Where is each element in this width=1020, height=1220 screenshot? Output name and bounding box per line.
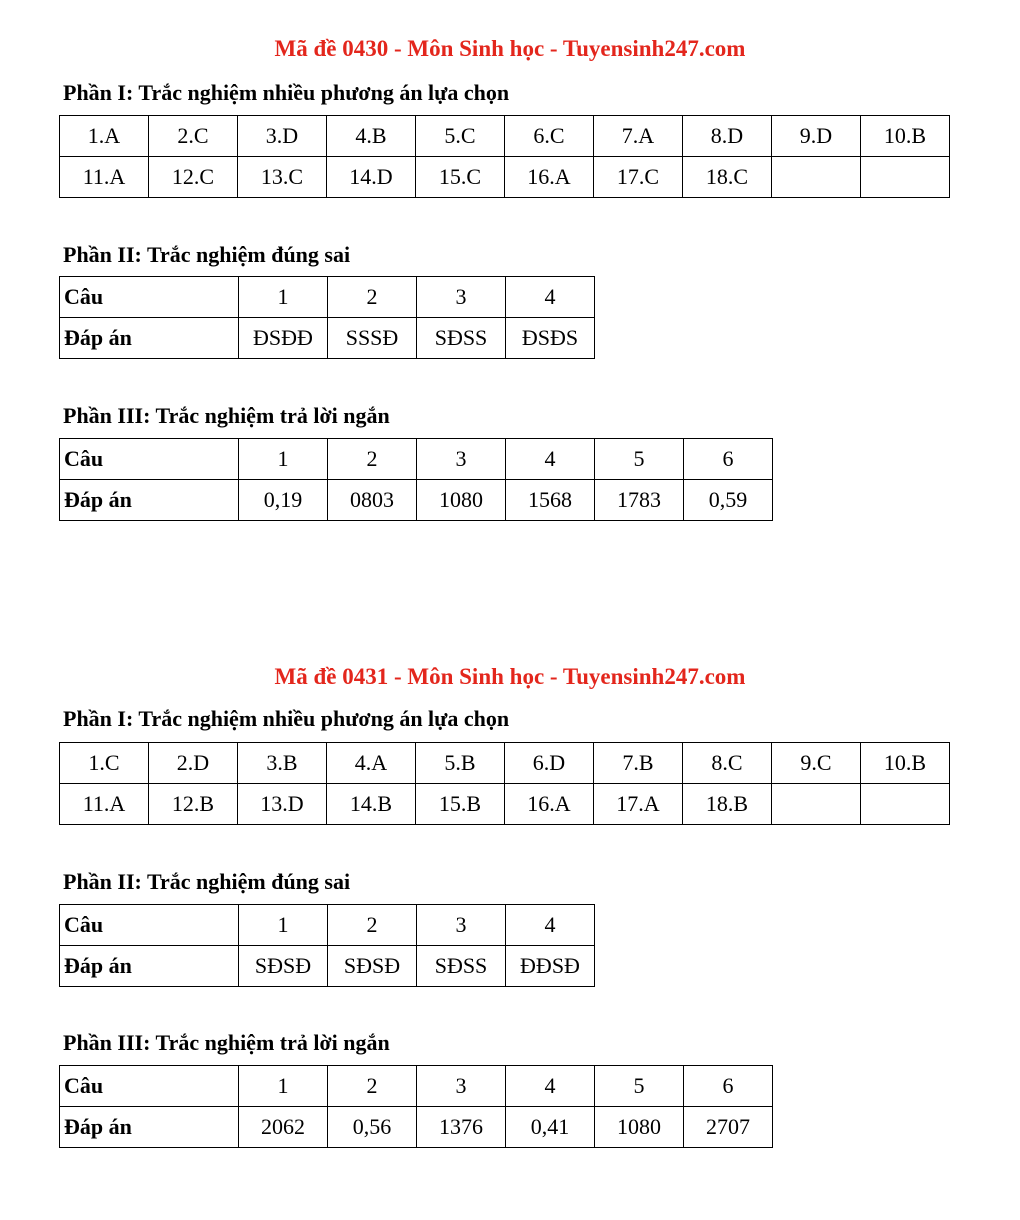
table-row [60, 318, 595, 359]
part3-answer-table [59, 438, 773, 521]
table-row [60, 116, 950, 157]
answer-cell: ĐSĐS [506, 318, 595, 359]
answer-cell: 17.C [594, 157, 683, 198]
question-number: 4 [506, 1066, 595, 1107]
answer-cell: 7.B [594, 743, 683, 784]
answer-cell: 15.B [416, 784, 505, 825]
answer-cell: SĐSĐ [239, 946, 328, 987]
part1-heading: Phần I: Trắc nghiệm nhiều phương án lựa chọn [63, 80, 510, 105]
answer-cell: SSSĐ [328, 318, 417, 359]
part1-heading: Phần I: Trắc nghiệm nhiều phương án lựa chọn [63, 706, 510, 731]
answer-cell: 1376 [417, 1107, 506, 1148]
answer-cell: 11.A [60, 157, 149, 198]
answer-cell: 12.B [149, 784, 238, 825]
question-number: 3 [417, 277, 506, 318]
answer-cell: 8.D [683, 116, 772, 157]
question-number: 3 [417, 1066, 506, 1107]
question-label: Câu [60, 277, 239, 318]
question-number: 6 [684, 1066, 773, 1107]
answer-cell [861, 157, 950, 198]
answer-cell: SĐSĐ [328, 946, 417, 987]
table-row [60, 946, 595, 987]
part2-answer-table [59, 276, 595, 359]
part3-heading: Phần III: Trắc nghiệm trả lời ngắn [63, 403, 390, 428]
answer-cell: 12.C [149, 157, 238, 198]
question-label: Câu [60, 439, 239, 480]
answer-cell: 9.C [772, 743, 861, 784]
answer-cell: 2707 [684, 1107, 773, 1148]
question-number: 1 [239, 277, 328, 318]
answer-cell: 10.B [861, 743, 950, 784]
answer-cell: 16.A [505, 157, 594, 198]
part3-answer-table [59, 1065, 773, 1148]
answer-cell: 1783 [595, 480, 684, 521]
answer-cell: 17.A [594, 784, 683, 825]
exam-title: Mã đề 0431 - Môn Sinh học - Tuyensinh247.com [274, 664, 746, 689]
answer-cell: 3.B [238, 743, 327, 784]
answer-cell: 13.C [238, 157, 327, 198]
answer-cell: 18.C [683, 157, 772, 198]
question-number: 6 [684, 439, 773, 480]
answer-cell: SĐSS [417, 318, 506, 359]
answer-cell: 8.C [683, 743, 772, 784]
part2-heading: Phần II: Trắc nghiệm đúng sai [63, 242, 351, 267]
part2-heading: Phần II: Trắc nghiệm đúng sai [63, 869, 351, 894]
part1-answer-table [59, 742, 950, 825]
answer-cell: 0,56 [328, 1107, 417, 1148]
table-row [60, 277, 595, 318]
question-number: 5 [595, 1066, 684, 1107]
answer-cell: 11.A [60, 784, 149, 825]
exam-0430 [0, 0, 1020, 560]
answer-label: Đáp án [60, 1107, 239, 1148]
answer-cell: 13.D [238, 784, 327, 825]
answer-cell: 15.C [416, 157, 505, 198]
answer-cell: 2.C [149, 116, 238, 157]
question-number: 3 [417, 439, 506, 480]
answer-cell: 0803 [328, 480, 417, 521]
answer-label: Đáp án [60, 946, 239, 987]
part1-answer-table [59, 115, 950, 198]
table-row [60, 784, 950, 825]
question-number: 1 [239, 905, 328, 946]
question-number: 3 [417, 905, 506, 946]
answer-cell: 10.B [861, 116, 950, 157]
exam-0431 [0, 627, 1020, 1187]
question-number: 4 [506, 905, 595, 946]
answer-cell: 0,41 [506, 1107, 595, 1148]
part3-heading: Phần III: Trắc nghiệm trả lời ngắn [63, 1030, 390, 1055]
answer-cell: 14.D [327, 157, 416, 198]
question-number: 2 [328, 1066, 417, 1107]
answer-cell: 3.D [238, 116, 327, 157]
answer-cell: 2062 [239, 1107, 328, 1148]
question-number: 5 [595, 439, 684, 480]
answer-cell: 9.D [772, 116, 861, 157]
answer-cell: SĐSS [417, 946, 506, 987]
table-row [60, 439, 773, 480]
answer-cell: 1.C [60, 743, 149, 784]
answer-cell: 7.A [594, 116, 683, 157]
answer-cell: 4.A [327, 743, 416, 784]
answer-cell: 4.B [327, 116, 416, 157]
question-number: 4 [506, 439, 595, 480]
answer-label: Đáp án [60, 318, 239, 359]
answer-cell: 1080 [595, 1107, 684, 1148]
answer-cell: 5.B [416, 743, 505, 784]
question-label: Câu [60, 905, 239, 946]
question-number: 2 [328, 439, 417, 480]
answer-cell: 6.C [505, 116, 594, 157]
answer-cell [861, 784, 950, 825]
question-number: 2 [328, 277, 417, 318]
table-row [60, 480, 773, 521]
answer-cell [772, 157, 861, 198]
answer-cell: 1568 [506, 480, 595, 521]
answer-cell: ĐSĐĐ [239, 318, 328, 359]
question-number: 1 [239, 439, 328, 480]
answer-cell: 0,19 [239, 480, 328, 521]
answer-cell [772, 784, 861, 825]
answer-cell: 6.D [505, 743, 594, 784]
answer-cell: 5.C [416, 116, 505, 157]
answer-cell: ĐĐSĐ [506, 946, 595, 987]
part2-answer-table [59, 904, 595, 987]
answer-label: Đáp án [60, 480, 239, 521]
answer-cell: 0,59 [684, 480, 773, 521]
table-row [60, 905, 595, 946]
question-number: 1 [239, 1066, 328, 1107]
answer-cell: 14.B [327, 784, 416, 825]
table-row [60, 1066, 773, 1107]
answer-cell: 2.D [149, 743, 238, 784]
exam-title: Mã đề 0430 - Môn Sinh học - Tuyensinh247.com [274, 36, 746, 61]
question-number: 2 [328, 905, 417, 946]
answer-cell: 1.A [60, 116, 149, 157]
question-label: Câu [60, 1066, 239, 1107]
table-row [60, 157, 950, 198]
table-row [60, 1107, 773, 1148]
answer-cell: 16.A [505, 784, 594, 825]
question-number: 4 [506, 277, 595, 318]
answer-cell: 1080 [417, 480, 506, 521]
answer-cell: 18.B [683, 784, 772, 825]
table-row [60, 743, 950, 784]
